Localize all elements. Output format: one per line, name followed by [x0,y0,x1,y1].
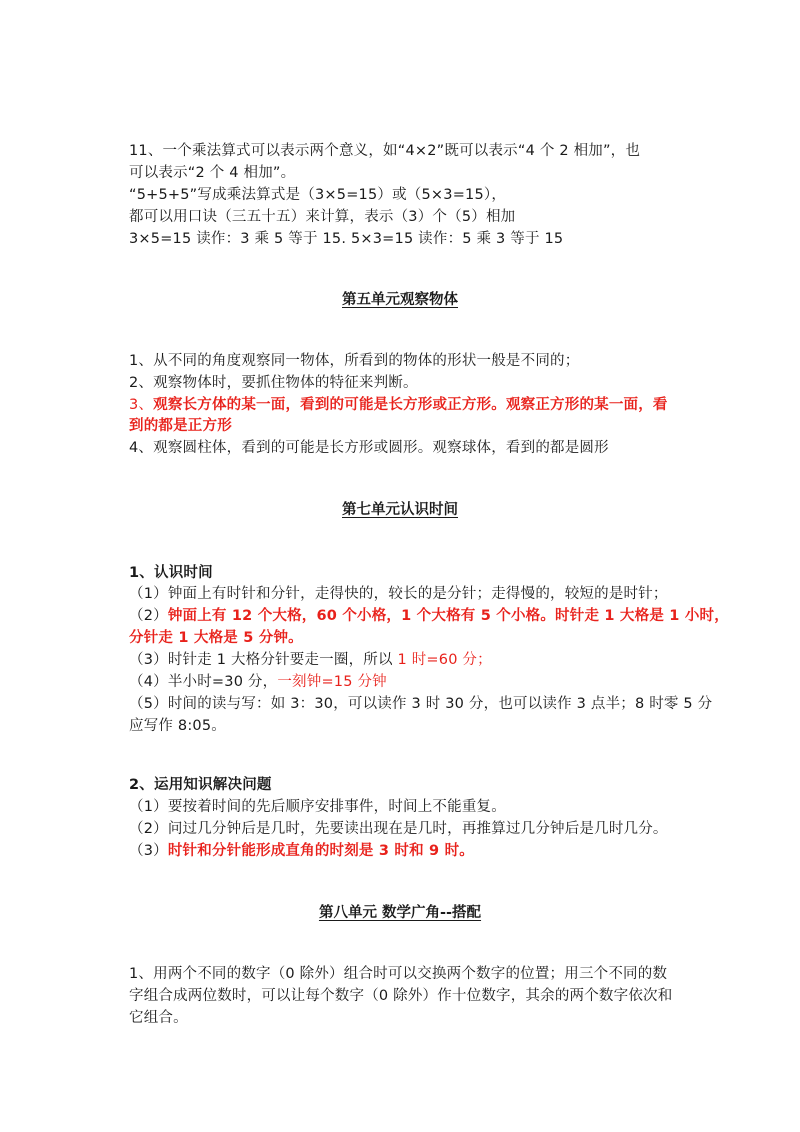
unit5-item-3-highlight: 观察长方体的某一面，看到的可能是长方形或正方形。观察正方形的某一面，看 [153,397,668,413]
paragraph-11-line-2: 可以表示“2 个 4 相加”。 [129,165,296,181]
unit7-s2-item-1: （1）要按着时间的先后顺序安排事件，时间上不能重复。 [129,799,506,815]
unit7-s2-item-3-prefix: （3） [129,843,168,859]
unit8-item-1-line-1: 1、用两个不同的数字（0 除外）组合时可以交换两个数字的位置；用三个不同的数 [129,966,668,982]
unit7-s1-item-1: （1）钟面上有时针和分针，走得快的，较长的是分针；走得慢的，较短的是时针； [129,586,668,602]
unit7-section-2-title: 2、运用知识解决问题 [129,777,272,793]
unit8-title: 第八单元 数学广角--搭配 [318,905,482,921]
unit7-heading [0,500,800,520]
unit5-title: 第五单元观察物体 [342,292,458,308]
unit7-s1-item-2-line-2: 分针走 1 大格是 5 分钟。 [129,630,303,646]
unit7-s1-item-5-line-1: （5）时间的读与写：如 3：30，可以读作 3 时 30 分，也可以读作 3 点半；8 时零 5 分 [129,696,713,712]
unit7-s1-item-3-highlight: 1 时=60 分； [397,652,492,668]
unit7-s2-item-2: （2）问过几分钟后是几时，先要读出现在是几时，再推算过几分钟后是几时几分。 [129,821,668,837]
unit7-s2-item-3 [129,841,474,861]
unit7-section-1-title: 1、认识时间 [129,565,213,581]
unit7-s1-item-3 [129,650,492,670]
unit5-heading [0,290,800,310]
unit5-item-3-line-1 [129,395,668,415]
unit5-item-1: 1、从不同的角度观察同一物体，所看到的物体的形状一般是不同的； [129,353,580,369]
unit7-s1-item-2-highlight: 钟面上有 12 个大格，60 个小格，1 个大格有 5 个小格。时针走 1 大格是 1 小时， [167,608,729,624]
reading-line: 3×5=15 读作：3 乘 5 等于 15. 5×3=15 读作：5 乘 3 等于 15 [129,231,564,247]
unit7-s1-item-4-highlight: 一刻钟=15 分钟 [277,674,387,690]
unit7-s2-item-3-highlight: 时针和分针能形成直角的时刻是 3 时和 9 时。 [167,843,474,859]
unit5-item-3-line-2: 到的都是正方形 [129,418,232,434]
unit8-heading [0,903,800,923]
unit7-s1-item-5-line-2: 应写作 8:05。 [129,718,226,734]
example-line-1: “5+5+5”写成乘法算式是（3×5=15）或（5×3=15）， [129,187,507,203]
unit5-item-3-prefix: 3、 [129,397,154,413]
unit7-s1-item-4 [129,672,387,692]
unit7-s1-item-4-prefix: （4）半小时=30 分， [129,674,278,690]
paragraph-11-line-1: 11、一个乘法算式可以表示两个意义，如“4×2”既可以表示“4 个 2 相加”，也 [129,143,641,159]
unit8-item-1-line-2: 字组合成两位数时，可以让每个数字（0 除外）作十位数字，其余的两个数字依次和 [129,988,673,1004]
unit8-item-1-line-3: 它组合。 [129,1010,188,1026]
unit7-s1-item-2-line-1 [129,606,729,626]
example-line-2: 都可以用口诀（三五十五）来计算，表示（3）个（5）相加 [129,209,516,225]
unit5-item-2: 2、观察物体时，要抓住物体的特征来判断。 [129,375,418,391]
unit7-s1-item-3-prefix: （3）时针走 1 大格分针要走一圈，所以 [129,652,398,668]
unit7-s1-item-2-prefix: （2） [129,608,168,624]
unit7-title: 第七单元认识时间 [342,502,458,518]
unit5-item-4: 4、观察圆柱体，看到的可能是长方形或圆形。观察球体，看到的都是圆形 [129,440,609,456]
